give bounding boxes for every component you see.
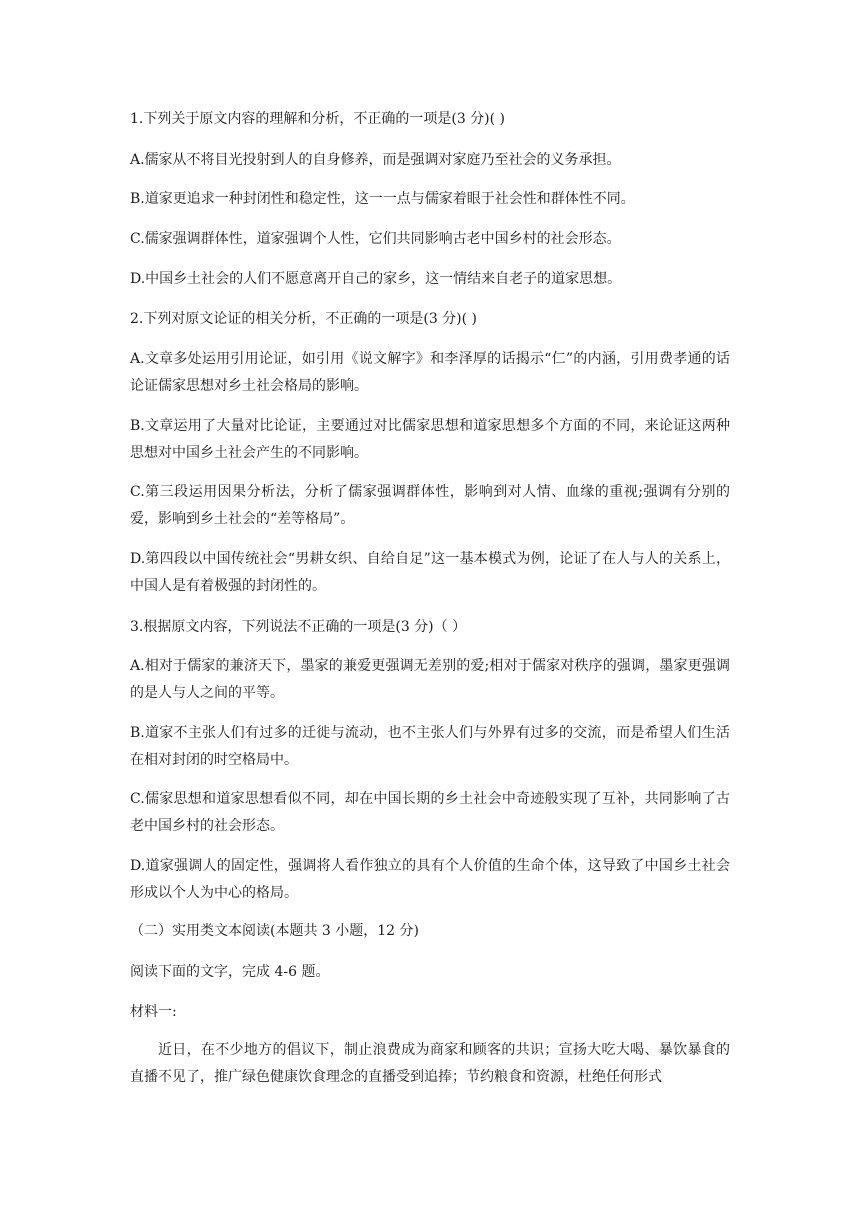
question-1-option-a: A.儒家从不将目光投射到人的自身修养，而是强调对家庭乃至社会的义务承担。 (130, 152, 621, 168)
question-3-option-a: A.相对于儒家的兼济天下，墨家的兼爱更强调无差别的爱;相对于儒家对秩序的强调，墨家更强调的是人与人之间的平等。 (130, 658, 730, 701)
question-2-option-d: D.第四段以中国传统社会“男耕女织、自给自足”这一基本模式为例，论证了在人与人的关系上，中国人是有着极强的封闭性的。 (130, 551, 730, 594)
question-3-option-b: B.道家不主张人们有过多的迁徙与流动，也不主张人们与外界有过多的交流，而是希望人们生活在相对封闭的时空格局中。 (130, 725, 730, 768)
question-3-stem: 3.根据原文内容，下列说法不正确的一项是(3 分)（ ） (130, 619, 467, 635)
material-label: 材料一: (130, 1004, 177, 1020)
question-3-option-d: D.道家强调人的固定性，强调将人看作独立的具有个人价值的生命个体，这导致了中国乡土社会形成以个人为中心的格局。 (130, 858, 730, 901)
question-1-option-b: B.道家更追求一种封闭性和稳定性，这一一点与儒家着眼于社会性和群体性不同。 (130, 191, 635, 207)
section-heading: （二）实用类文本阅读(本题共 3 小题，12 分) (130, 923, 419, 939)
question-1-option-c: C.儒家强调群体性，道家强调个人性，它们共同影响古老中国乡村的社会形态。 (130, 231, 621, 247)
question-2-stem: 2.下列对原文论证的相关分析，不正确的一项是(3 分)( ) (130, 311, 478, 327)
material-paragraph: 近日，在不少地方的倡议下，制止浪费成为商家和顾客的共识；宣扬大吃大喝、暴饮暴食的直播不见了，推广绿色健康饮食理念的直播受到追捧；节约粮食和资源，杜绝任何形式 (130, 1042, 730, 1085)
question-2-option-c: C.第三段运用因果分析法，分析了儒家强调群体性，影响到对人情、血缘的重视;强调有分别的爱，影响到乡土社会的“差等格局”。 (130, 484, 730, 527)
question-1-stem: 1.下列关于原文内容的理解和分析，不正确的一项是(3 分)( ) (130, 111, 506, 127)
question-3-option-c: C.儒家思想和道家思想看似不同，却在中国长期的乡土社会中奇迹般实现了互补，共同影响了古老中国乡村的社会形态。 (130, 791, 730, 834)
question-2-option-b: B.文章运用了大量对比论证，主要通过对比儒家思想和道家思想多个方面的不同，来论证这两种思想对中国乡土社会产生的不同影响。 (130, 418, 730, 461)
reading-instruction: 阅读下面的文字，完成 4-6 题。 (130, 964, 330, 980)
question-1-option-d: D.中国乡土社会的人们不愿意离开自己的家乡，这一情结来自老子的道家思想。 (130, 271, 622, 287)
question-2-option-a: A.文章多处运用引用论证，如引用《说文解字》和李泽厚的话揭示“仁”的内涵，引用费孝通的话论证儒家思想对乡土社会格局的影响。 (130, 351, 730, 394)
